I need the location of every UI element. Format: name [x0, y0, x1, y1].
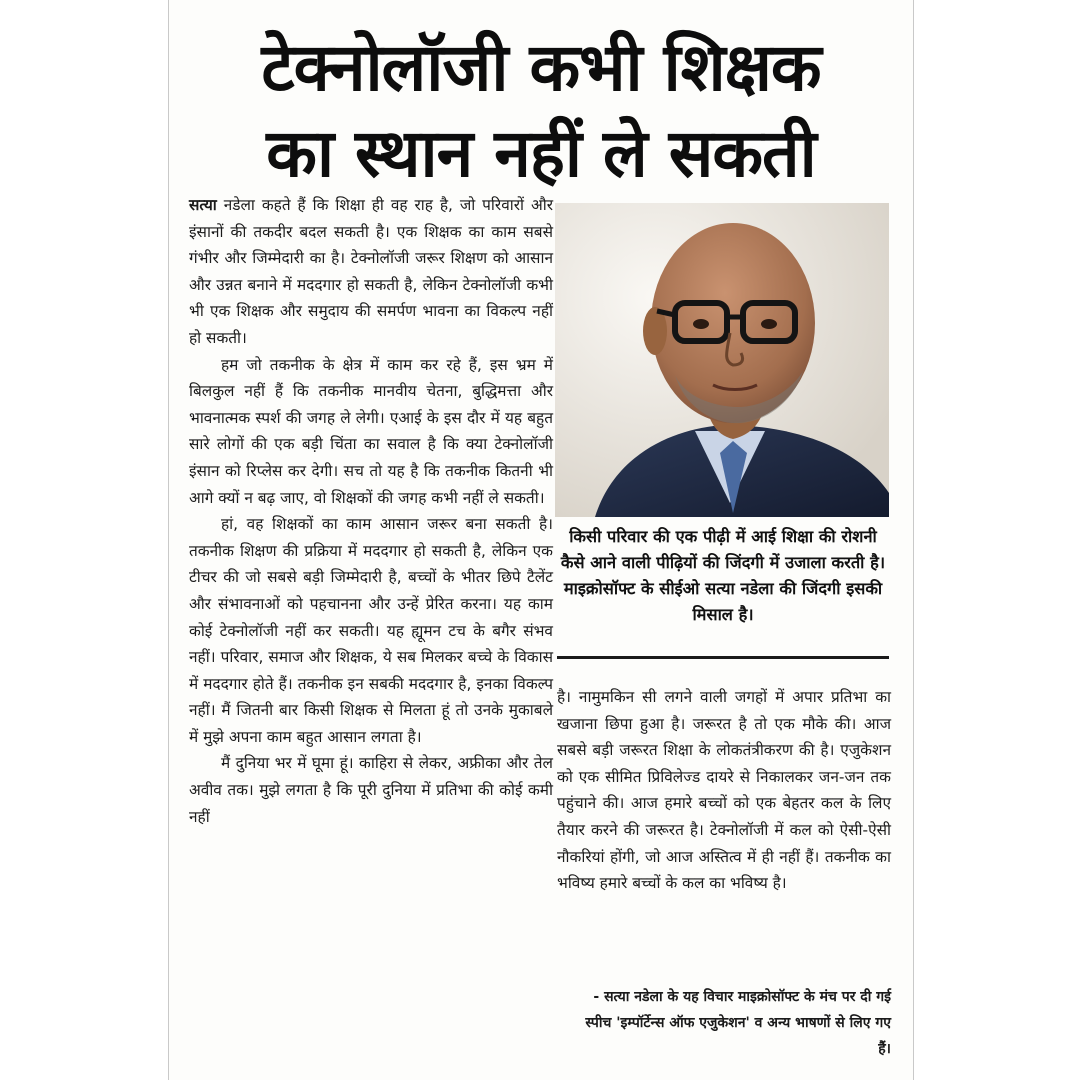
portrait-photo	[555, 203, 889, 517]
source-credit: - सत्या नडेला के यह विचार माइक्रोसॉफ्ट के मंच पर दी गई स्पीच 'इम्पॉर्टेन्स ऑफ एजुकेशन' व अन्य भाषणों से लिए गए हैं।	[585, 989, 891, 1057]
paragraph-5: है। नामुमकिन सी लगने वाली जगहों में अपार प्रतिभा का खजाना छिपा हुआ है। जरूरत है तो एक मौके की। आज सबसे बड़ी जरूरत शिक्षा के लोकतंत्रीकरण की है। एजुकेशन को एक सीमित प्रिविलेज्ड दायरे से निकालकर जन-जन तक पहुंचाने की। आज हमारे बच्चों को एक बेहतर कल के लिए तैयार करने की जरूरत है। टेक्नोलॉजी में कल को ऐसी-ऐसी नौकरियां होंगी, जो आज अस्तित्व में ही नहीं हैं। तकनीक का भविष्य हमारे बच्चों के कल का भविष्य है।	[557, 688, 891, 893]
paragraph-2: हम जो तकनीक के क्षेत्र में काम कर रहे हैं, इस भ्रम में बिलकुल नहीं हैं कि तकनीक मानवीय चेतना, बुद्धिमत्ता और भावनात्मक स्पर्श की जगह ले लेगी। एआई के इस दौर में यह बहुत सारे लोगों की एक बड़ी चिंता का सवाल है कि क्या टेक्नोलॉजी इंसान को रिप्लेस कर देगी। सच तो यह है कि तकनीक कितनी भी आगे क्यों न बढ़ जाए, वो शिक्षकों की जगह कभी नहीं ले सकती।	[189, 355, 553, 507]
paragraph-1-text: नडेला कहते हैं कि शिक्षा ही वह राह है, जो परिवारों और इंसानों की तकदीर बदल सकती है। एक शिक्षक का काम सबसे गंभीर और जिम्मेदारी का है। टेक्नोलॉजी जरूर शिक्षण को आसान और उन्नत बनाने में मददगार हो सकती है, लेकिन टेक्नोलॉजी कभी भी एक शिक्षक और समुदाय की समर्पण भावना का विकल्प नहीं हो सकती।	[189, 196, 553, 347]
lead-word: सत्या	[189, 196, 217, 214]
headline-line-1: टेक्नोलॉजी कभी शिक्षक	[261, 29, 821, 107]
paragraph-4: मैं दुनिया भर में घूमा हूं। काहिरा से लेकर, अफ्रीका और तेल अवीव तक। मुझे लगता है कि पूरी दुनिया में प्रतिभा की कोई कमी नहीं	[189, 754, 553, 826]
right-column	[557, 684, 891, 897]
left-column	[189, 192, 553, 830]
paragraph-1	[189, 192, 553, 352]
photo-caption: किसी परिवार की एक पीढ़ी में आई शिक्षा की रोशनी कैसे आने वाली पीढ़ियों की जिंदगी में उजाला करती है। माइक्रोसॉफ्ट के सीईओ सत्या नडेला की जिंदगी इसकी मिसाल है।	[560, 527, 886, 624]
headline	[169, 25, 913, 197]
newspaper-page	[168, 0, 914, 1080]
caption-divider	[557, 656, 889, 659]
paragraph-3: हां, वह शिक्षकों का काम आसान जरूर बना सकती है। तकनीक शिक्षण की प्रक्रिया में मददगार हो सकती है, लेकिन एक टीचर की जो सबसे बड़ी जिम्मेदारी है, बच्चों के भीतर छिपे टैलेंट और संभावनाओं को पहचानना और उन्हें प्रेरित करना। यह काम कोई टेक्नोलॉजी नहीं कर सकती। यह ह्यूमन टच के बगैर संभव नहीं। परिवार, समाज और शिक्षक, ये सब मिलकर बच्चे के विकास में मददगार होते हैं। तकनीक इन सबकी मददगार है, इनका विकल्प नहीं। मैं जितनी बार किसी शिक्षक से मिलता हूं तो उनके मुकाबले में मुझे अपना काम बहुत आसान लगता है।	[189, 515, 553, 746]
headline-line-2: का स्थान नहीं ले सकती	[266, 115, 816, 193]
portrait-illustration	[555, 203, 889, 517]
